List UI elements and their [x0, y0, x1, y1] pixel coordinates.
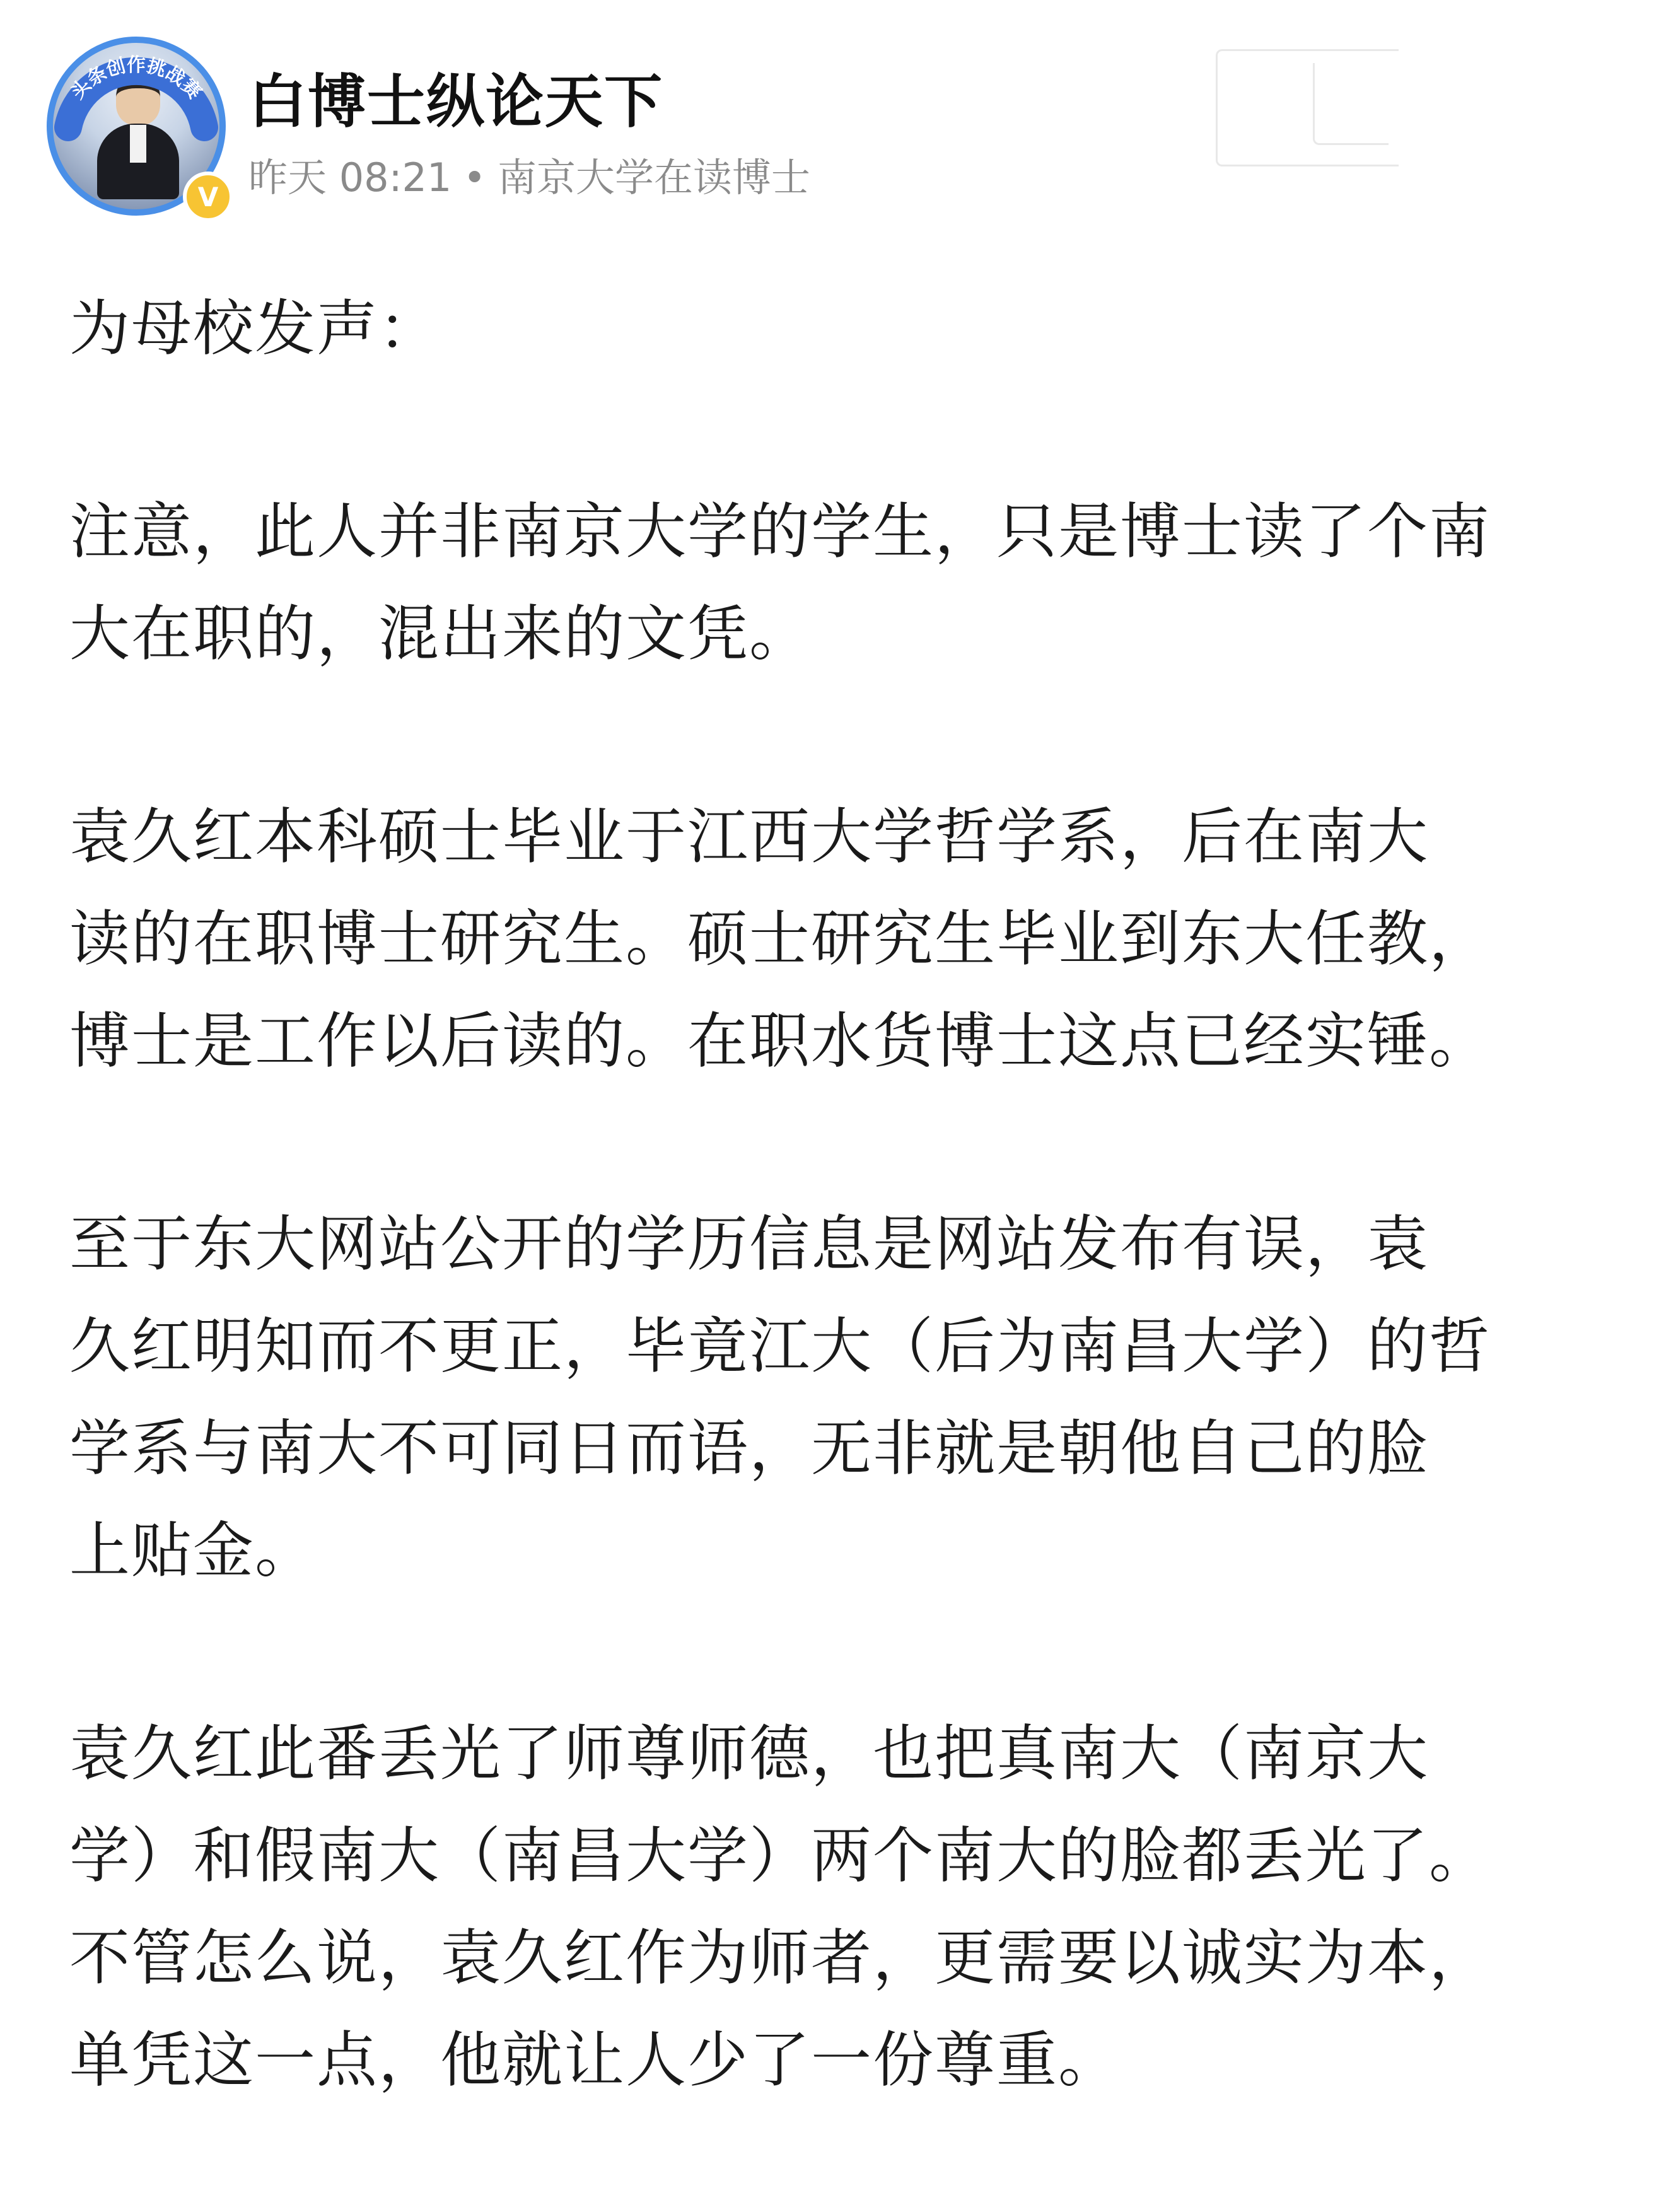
post-paragraph: 至于东大网站公开的学历信息是网站发布有误，袁 久红明知而不更正，毕竟江大（后为南昌大学）的哲 学系与南大不可同日而语，无非就是朝他自己的脸 上贴金。 [69, 1209, 1491, 1586]
author-name[interactable]: 白博士纵论天下 [248, 68, 664, 136]
follow-button-placeholder-inner [1313, 63, 1389, 145]
author-location: 南京大学在读博士 [497, 154, 810, 201]
post-paragraph: 为母校发声： [69, 293, 440, 364]
svg-text:头条创作挑战赛: 头条创作挑战赛 [66, 54, 206, 104]
author-avatar[interactable] [47, 37, 226, 216]
post-meta [248, 146, 810, 202]
post-paragraph: 注意，此人并非南京大学的学生，只是博士读了个南 大在职的，混出来的文凭。 [69, 496, 1491, 669]
avatar-ribbon-badge [54, 52, 218, 146]
meta-separator: • [463, 154, 486, 201]
post-paragraph: 袁久红此番丢光了师尊师德，也把真南大（南京大 学）和假南大（南昌大学）两个南大的脸都丢光了。 不管怎么说，袁久红作为师者，更需要以诚实为本， 单凭这一点，他就让人少了一份尊重。 [69, 1718, 1491, 2095]
post-body [69, 277, 1595, 2212]
verified-icon: V [183, 172, 233, 222]
post-time: 昨天 08:21 [248, 154, 452, 201]
post-paragraph: 袁久红本科硕士毕业于江西大学哲学系，后在南大 读的在职博士研究生。硕士研究生毕业到东大任教， 博士是工作以后读的。在职水货博士这点已经实锤。 [69, 801, 1491, 1076]
post-header [0, 0, 1654, 227]
